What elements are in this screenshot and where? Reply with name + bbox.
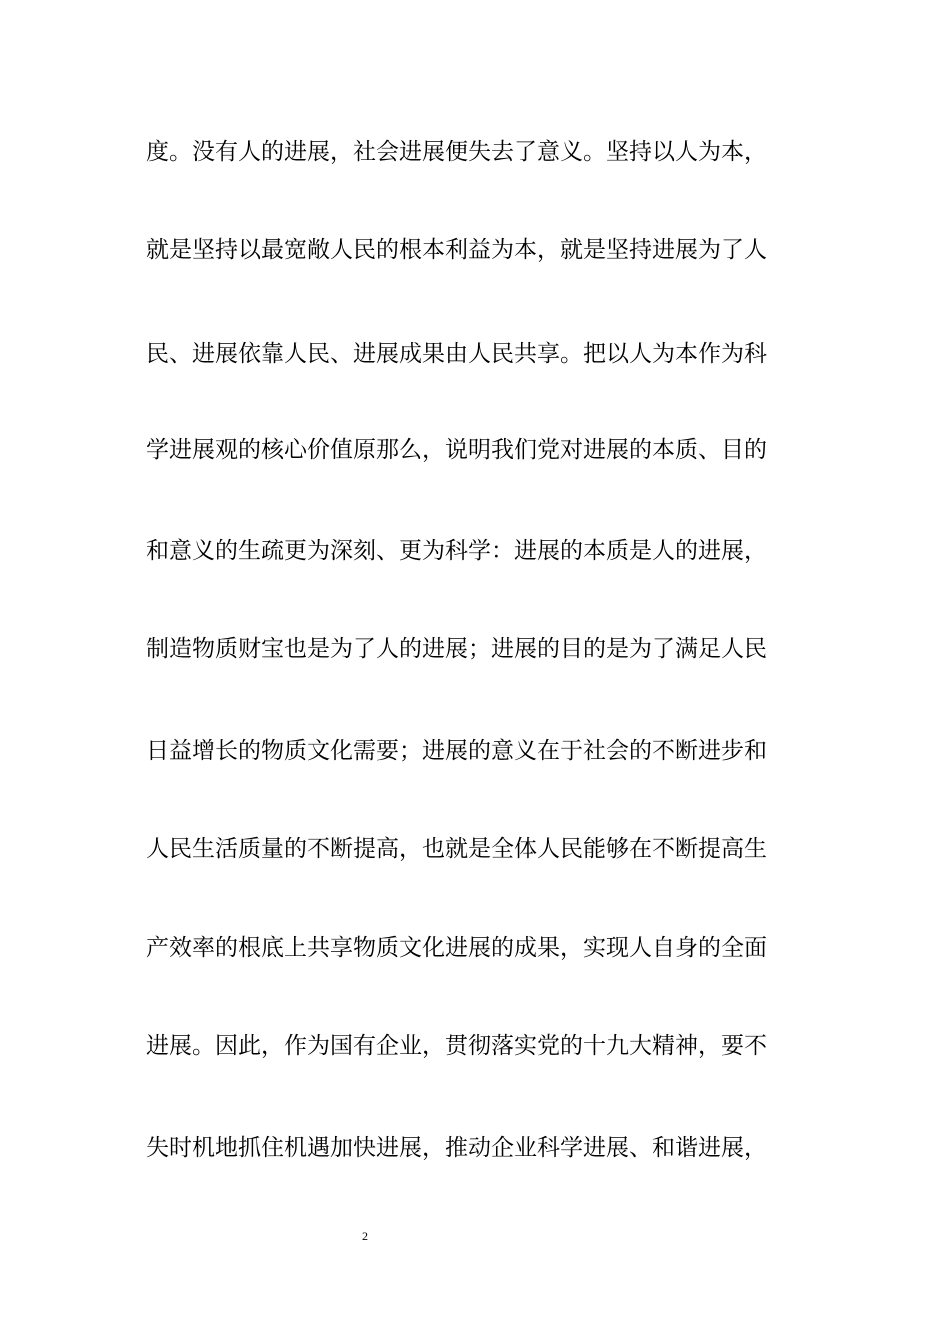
paragraph-line: 产效率的根底上共享物质文化进展的成果，实现人自身的全面	[146, 935, 767, 961]
paragraph-line: 失时机地抓住机遇加快进展，推动企业科学进展、和谐进展，	[146, 1135, 767, 1161]
paragraph-line: 就是坚持以最宽敞人民的根本利益为本，就是坚持进展为了人	[146, 237, 767, 263]
paragraph-line: 和意义的生疏更为深刻、更为科学：进展的本质是人的进展，	[146, 538, 767, 564]
paragraph-line: 度。没有人的进展，社会进展便失去了意义。坚持以人为本，	[146, 139, 767, 165]
paragraph-line: 日益增长的物质文化需要；进展的意义在于社会的不断进步和	[146, 738, 767, 764]
page-number: 2	[362, 1229, 368, 1243]
paragraph-line: 民、进展依靠人民、进展成果由人民共享。把以人为本作为科	[146, 341, 767, 367]
paragraph-line: 制造物质财宝也是为了人的进展；进展的目的是为了满足人民	[146, 636, 767, 662]
paragraph-line: 学进展观的核心价值原那么，说明我们党对进展的本质、目的	[146, 437, 767, 463]
paragraph-line: 进展。因此，作为国有企业，贯彻落实党的十九大精神，要不	[146, 1033, 767, 1059]
paragraph-line: 人民生活质量的不断提高，也就是全体人民能够在不断提高生	[146, 836, 767, 862]
